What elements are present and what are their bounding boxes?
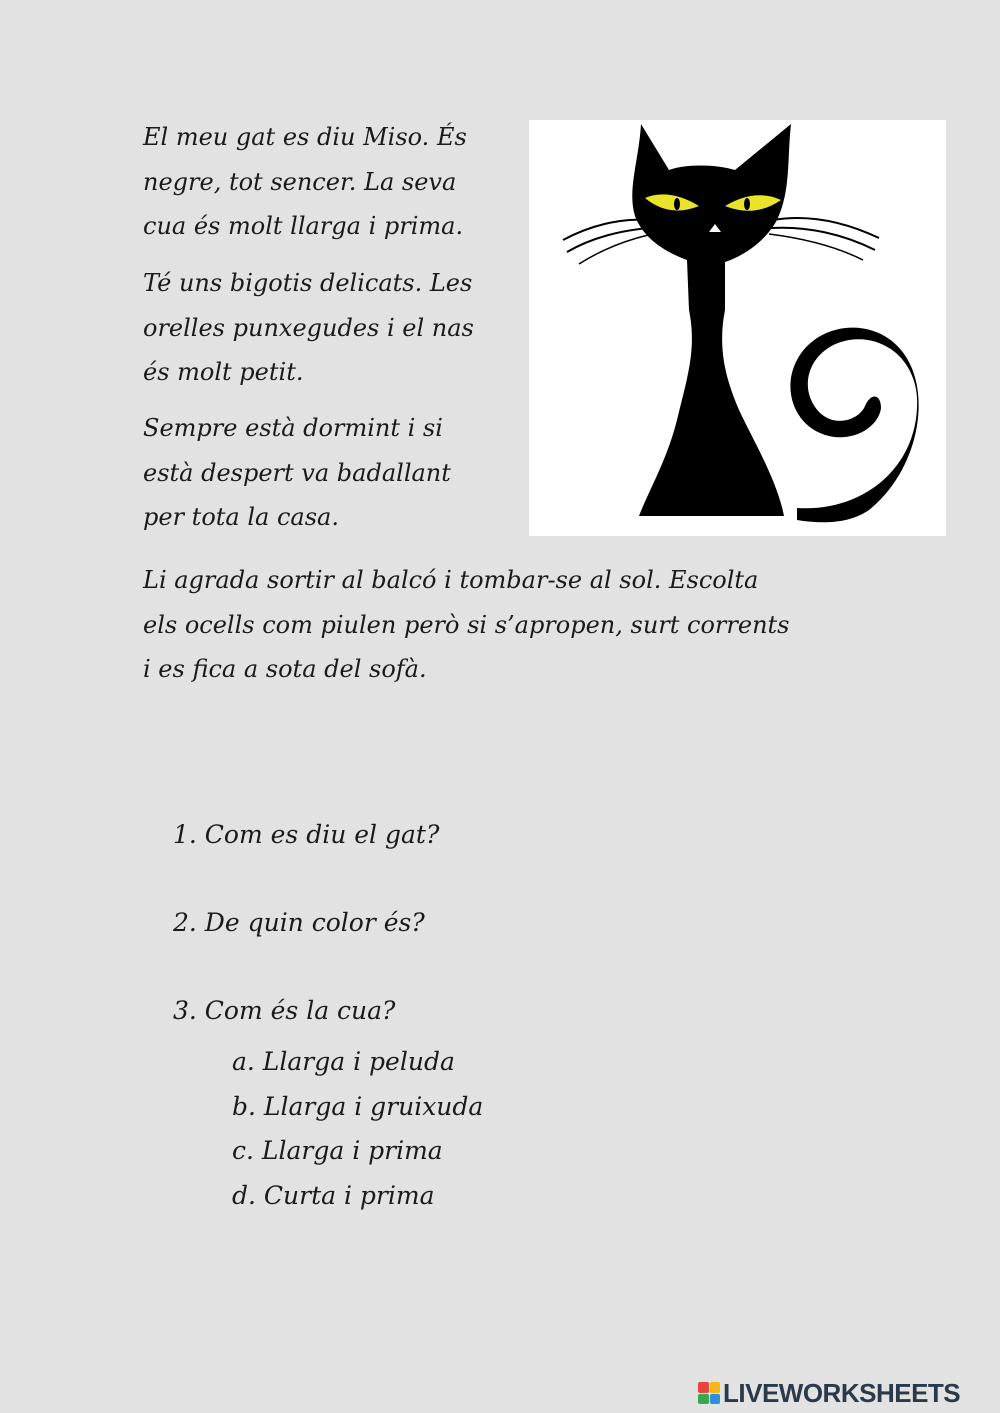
logo-square <box>710 1382 721 1393</box>
story-paragraph-2 <box>143 261 474 395</box>
text-line: cua és molt llarga i prima. <box>143 212 464 240</box>
logo-square <box>710 1394 721 1405</box>
question-1: 1. Com es diu el gat? <box>173 820 440 849</box>
answer-options <box>232 1040 483 1218</box>
option-a[interactable]: a. Llarga i peluda <box>232 1047 455 1076</box>
question-2: 2. De quin color és? <box>173 908 425 937</box>
text-line: orelles punxegudes i el nas <box>143 313 474 342</box>
text-line: els ocells com piulen però si s’apropen, surt corrents <box>143 610 790 639</box>
option-b[interactable]: b. Llarga i gruixuda <box>232 1091 484 1121</box>
text-line: El meu gat es diu Miso. És <box>143 123 467 151</box>
logo-square <box>698 1394 709 1405</box>
question-3: 3. Com és la cua? <box>173 996 396 1025</box>
logo-icon <box>698 1382 720 1404</box>
text-line: Sempre està dormint i si <box>143 414 443 442</box>
cat-illustration <box>529 120 946 536</box>
text-line: és molt petit. <box>143 358 304 386</box>
logo-text: LIVEWORKSHEETS <box>723 1377 961 1408</box>
option-c[interactable]: c. Llarga i prima <box>232 1136 443 1165</box>
text-line: i es fica a sota del sofà. <box>143 655 427 683</box>
liveworksheets-logo <box>698 1378 960 1408</box>
story-paragraph-1 <box>143 115 467 249</box>
text-line: Té uns bigotis delicats. Les <box>143 269 473 297</box>
story-paragraph-3 <box>143 406 451 540</box>
text-line: està despert va badallant <box>143 458 451 487</box>
logo-square <box>698 1382 709 1393</box>
text-line: Li agrada sortir al balcó i tombar-se al sol. Escolta <box>143 566 759 594</box>
story-paragraph-4 <box>143 558 790 692</box>
black-cat-icon <box>529 120 946 536</box>
text-line: negre, tot sencer. La seva <box>143 167 457 196</box>
option-d[interactable]: d. Curta i prima <box>232 1180 435 1210</box>
text-line: per tota la casa. <box>143 503 339 531</box>
